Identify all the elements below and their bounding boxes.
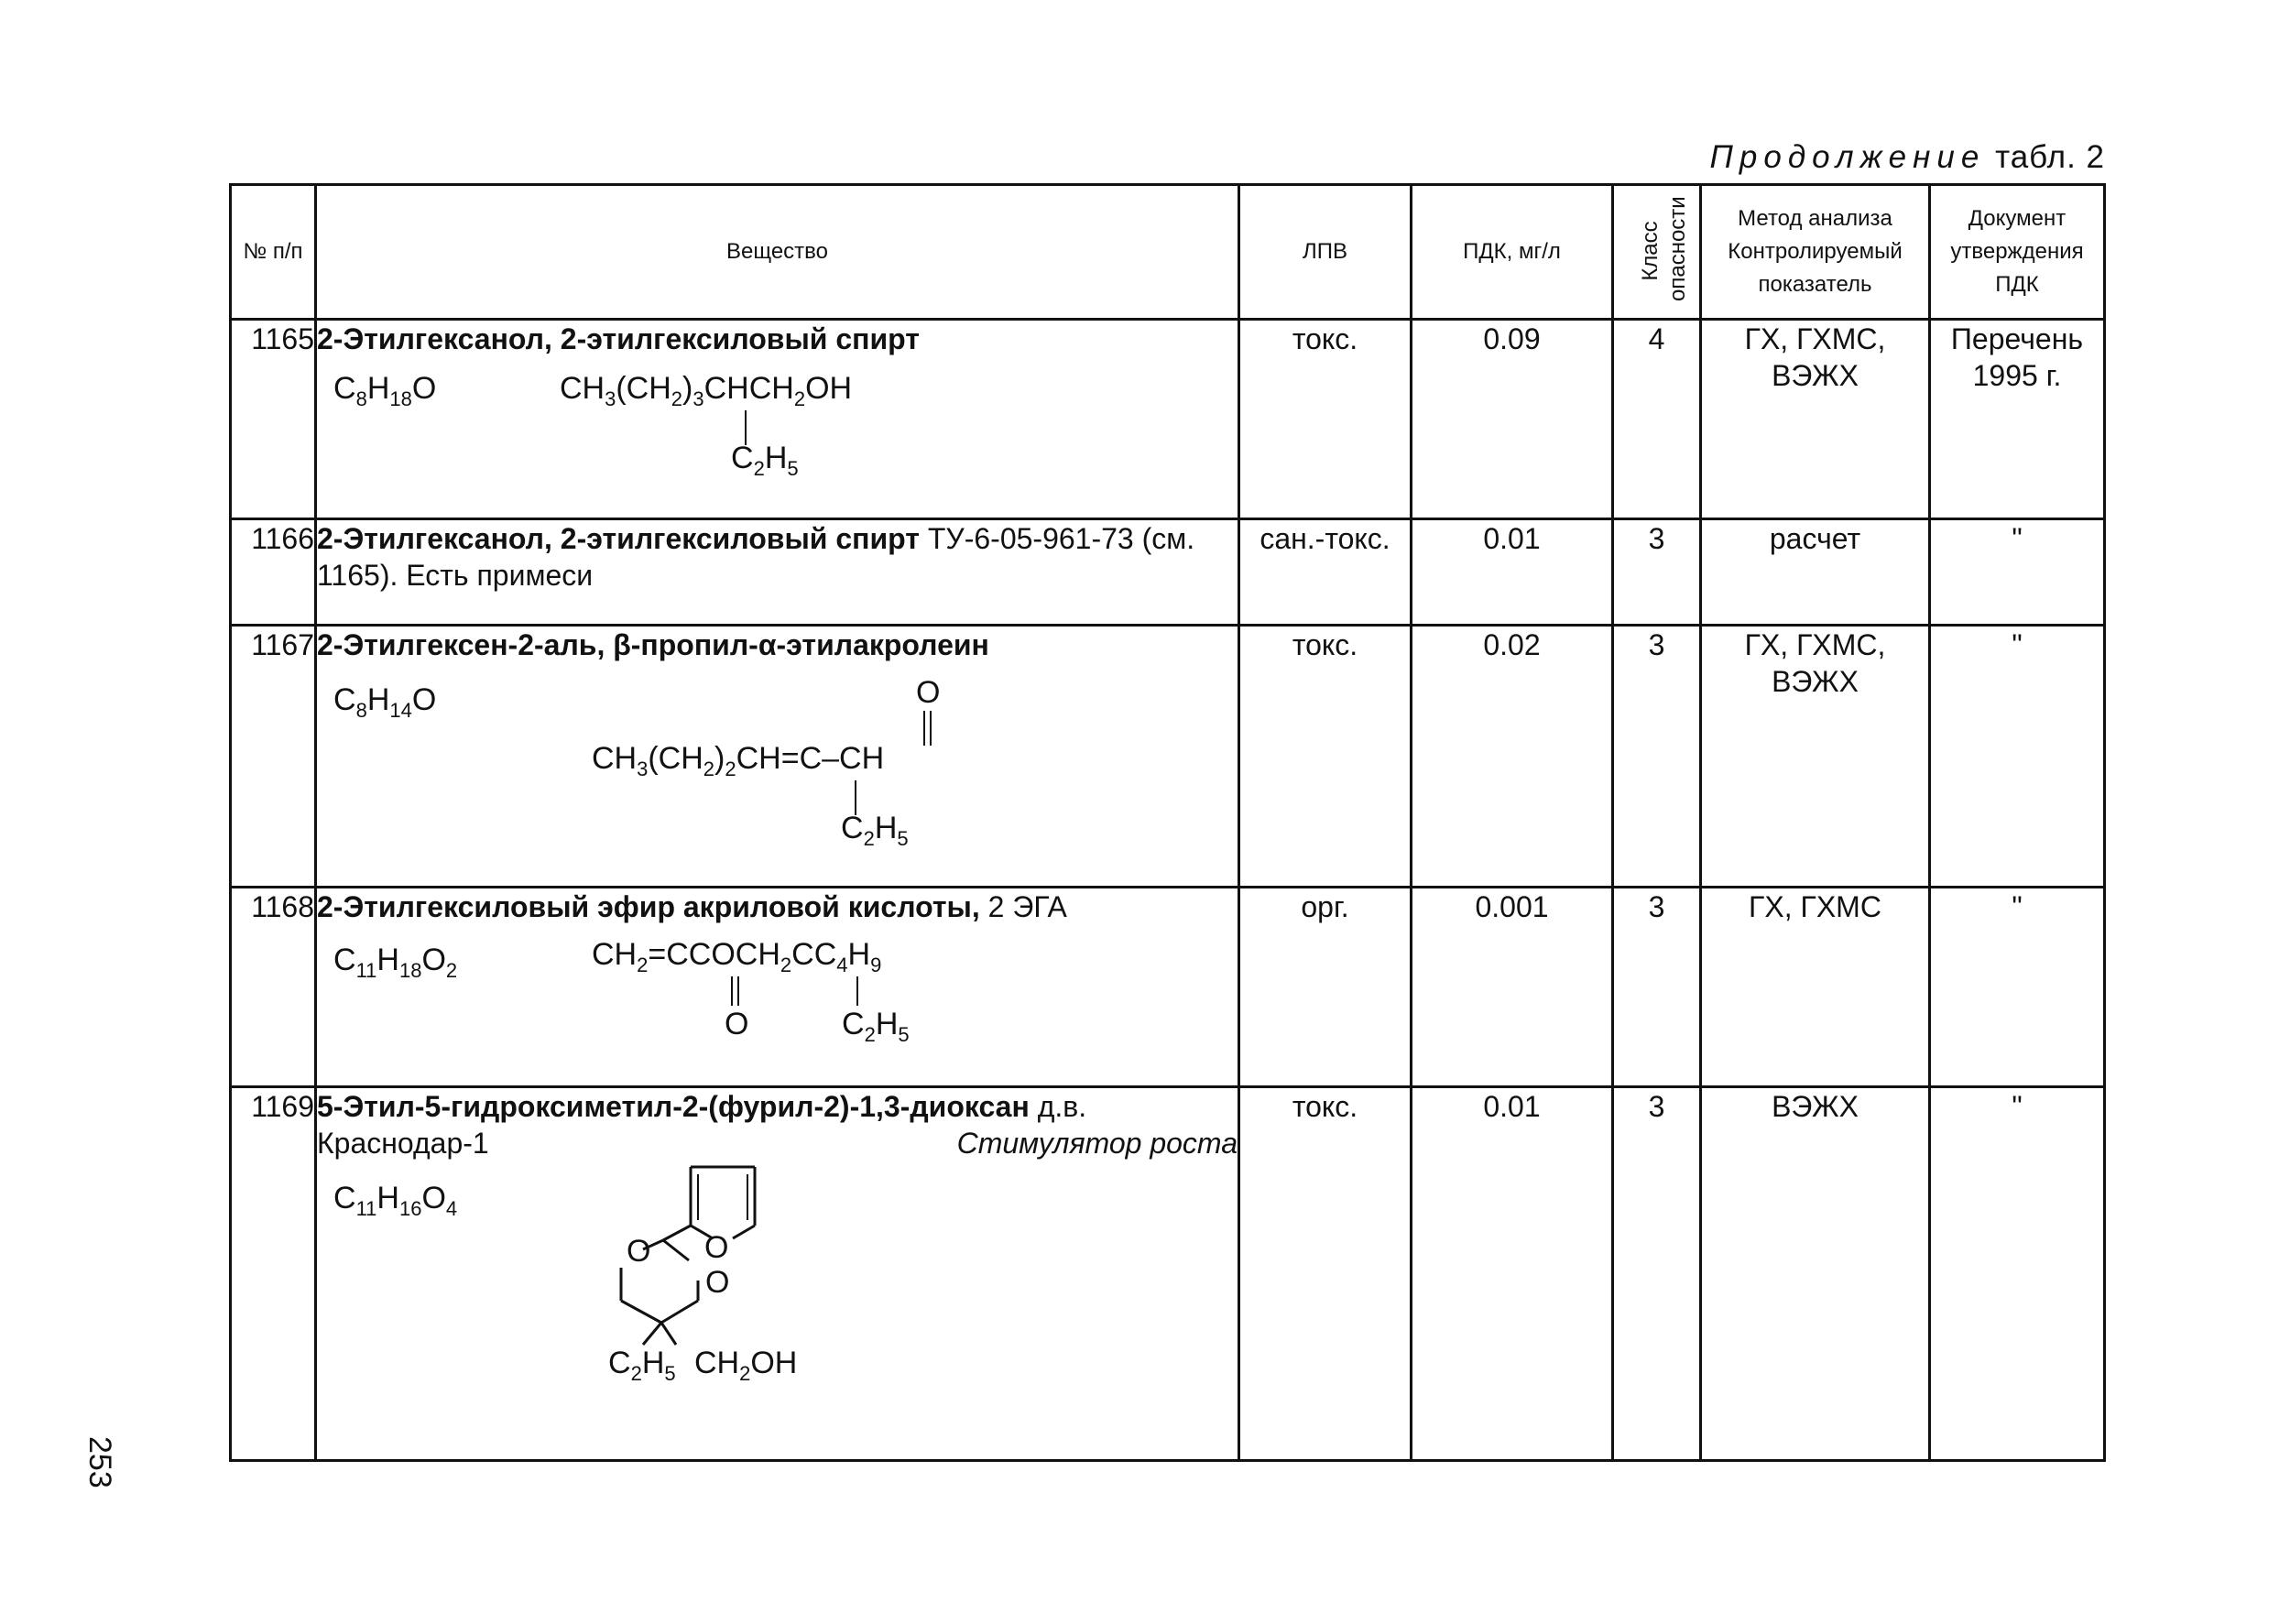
document-cell: " xyxy=(1930,626,2105,888)
substances-table xyxy=(229,183,2106,1462)
formula-oxygen: O xyxy=(725,1007,749,1041)
dioxane-furyl-ring-structure xyxy=(610,1161,940,1372)
gross-formula: $C_{11}H_{16}O_4$ xyxy=(333,1181,458,1220)
method-cell: ВЭЖХ xyxy=(1701,1087,1930,1461)
row-num: 1166 xyxy=(231,519,316,626)
substance-note: Стимулятор роста xyxy=(956,1127,1238,1160)
document-cell: " xyxy=(1930,888,2105,1087)
row-num: 1167 xyxy=(231,626,316,888)
gross-formula: $C_{11}H_{18}O_2$ xyxy=(333,943,458,982)
class-cell: 3 xyxy=(1613,1087,1701,1461)
caption-table-ref: табл. 2 xyxy=(1995,139,2105,175)
double-bond xyxy=(729,976,742,1009)
formula-main-chain: $CH_2=CCOCH_2CC_4H_9$ xyxy=(592,937,882,976)
table-header-row xyxy=(231,185,2105,320)
ring-oxygen-2: O xyxy=(705,1265,730,1300)
header-method: Метод анализа Контролируемый показатель xyxy=(1701,185,1930,320)
substance-cell xyxy=(316,626,1239,888)
header-pdk: ПДК, мг/л xyxy=(1412,185,1613,320)
lpv-cell: токс. xyxy=(1239,320,1412,519)
class-cell: 3 xyxy=(1613,626,1701,888)
table-row xyxy=(231,888,2105,1087)
lpv-cell: токс. xyxy=(1239,626,1412,888)
table-row xyxy=(231,1087,2105,1461)
gross-formula: $C_8H_{14}O$ xyxy=(333,682,437,722)
substance-cell xyxy=(316,1087,1239,1461)
document-cell: Перечень 1995 г. xyxy=(1930,320,2105,519)
pdk-cell: 0.09 xyxy=(1412,320,1613,519)
substance-extra: ТУ-6-05-961-73 (см. 1165). Есть примеси xyxy=(317,522,1195,592)
method-cell: расчет xyxy=(1701,519,1930,626)
substance-extra: 2 ЭГА xyxy=(987,890,1067,923)
lpv-cell: сан.-токс. xyxy=(1239,519,1412,626)
double-bond xyxy=(921,711,934,747)
substance-cell xyxy=(316,519,1239,626)
row-num: 1165 xyxy=(231,320,316,519)
substance-name: 2-Этилгексанол, 2-этилгексиловый спирт xyxy=(317,522,920,555)
table-row xyxy=(231,320,2105,519)
header-document: Документ утверждения ПДК xyxy=(1930,185,2105,320)
row-num: 1169 xyxy=(231,1087,316,1461)
lpv-cell: токс. xyxy=(1239,1087,1412,1461)
pdk-cell: 0.001 xyxy=(1412,888,1613,1087)
class-cell: 3 xyxy=(1613,519,1701,626)
formula-side-chain: $C_2H_5$ xyxy=(731,441,799,480)
substance-extra-2: Краснодар-1 xyxy=(317,1127,489,1160)
substance-cell xyxy=(316,888,1239,1087)
document-cell: " xyxy=(1930,519,2105,626)
table-caption xyxy=(1710,139,2105,176)
structural-formula xyxy=(317,1161,1238,1427)
method-cell: ГХ, ГХМС, ВЭЖХ xyxy=(1701,320,1930,519)
substance-cell xyxy=(316,320,1239,519)
method-cell: ГХ, ГХМС, ВЭЖХ xyxy=(1701,626,1930,888)
substance-name: 2-Этилгексиловый эфир акриловой кислоты, xyxy=(317,890,980,923)
class-cell: 3 xyxy=(1613,888,1701,1087)
substance-name: 2-Этилгексанол, 2-этилгексиловый спирт xyxy=(317,322,920,355)
header-num: № п/п xyxy=(231,185,316,320)
lpv-cell: орг. xyxy=(1239,888,1412,1087)
formula-side-chain: $C_2H_5$ xyxy=(842,1007,910,1046)
furan-oxygen: O xyxy=(704,1230,729,1265)
page-number: 253 xyxy=(82,1436,117,1488)
substance-name: 5-Этил-5-гидроксиметил-2-(фурил-2)-1,3-диоксан xyxy=(317,1090,1030,1123)
pdk-cell: 0.01 xyxy=(1412,1087,1613,1461)
document-cell: " xyxy=(1930,1087,2105,1461)
header-substance: Вещество xyxy=(316,185,1239,320)
bond-line xyxy=(853,976,862,1009)
formula-main-chain: $CH_3(CH_2)_2CH=C-CH$ xyxy=(592,741,885,780)
formula-oxygen: O xyxy=(916,675,941,710)
pdk-cell: 0.01 xyxy=(1412,519,1613,626)
method-cell: ГХ, ГХМС xyxy=(1701,888,1930,1087)
structural-formula xyxy=(317,357,1238,495)
ring-oxygen-1: O xyxy=(627,1234,651,1269)
formula-side-chain-2: $CH_2OH$ xyxy=(694,1346,798,1385)
formula-side-chain-1: $C_2H_5$ xyxy=(608,1346,676,1385)
formula-main-chain: $CH_3(CH_2)_3CHCH_2OH$ xyxy=(560,371,853,410)
class-cell: 4 xyxy=(1613,320,1701,519)
structural-formula xyxy=(317,925,1238,1063)
substance-extra-1: д.в. xyxy=(1037,1090,1087,1123)
row-num: 1168 xyxy=(231,888,316,1087)
gross-formula: $C_8H_{18}O$ xyxy=(333,371,437,410)
substance-extra-line xyxy=(317,1125,1238,1161)
caption-continuation: Продолжение xyxy=(1709,139,1986,175)
structural-formula xyxy=(317,663,1238,865)
pdk-cell: 0.02 xyxy=(1412,626,1613,888)
table-row xyxy=(231,519,2105,626)
header-hazard-class: Класс опасности xyxy=(1613,185,1701,320)
substance-name: 2-Этилгексен-2-аль, β-пропил-α-этилакролеин xyxy=(317,628,989,661)
table-row xyxy=(231,626,2105,888)
header-lpv: ЛПВ xyxy=(1239,185,1412,320)
formula-side-chain: $C_2H_5$ xyxy=(841,811,909,850)
